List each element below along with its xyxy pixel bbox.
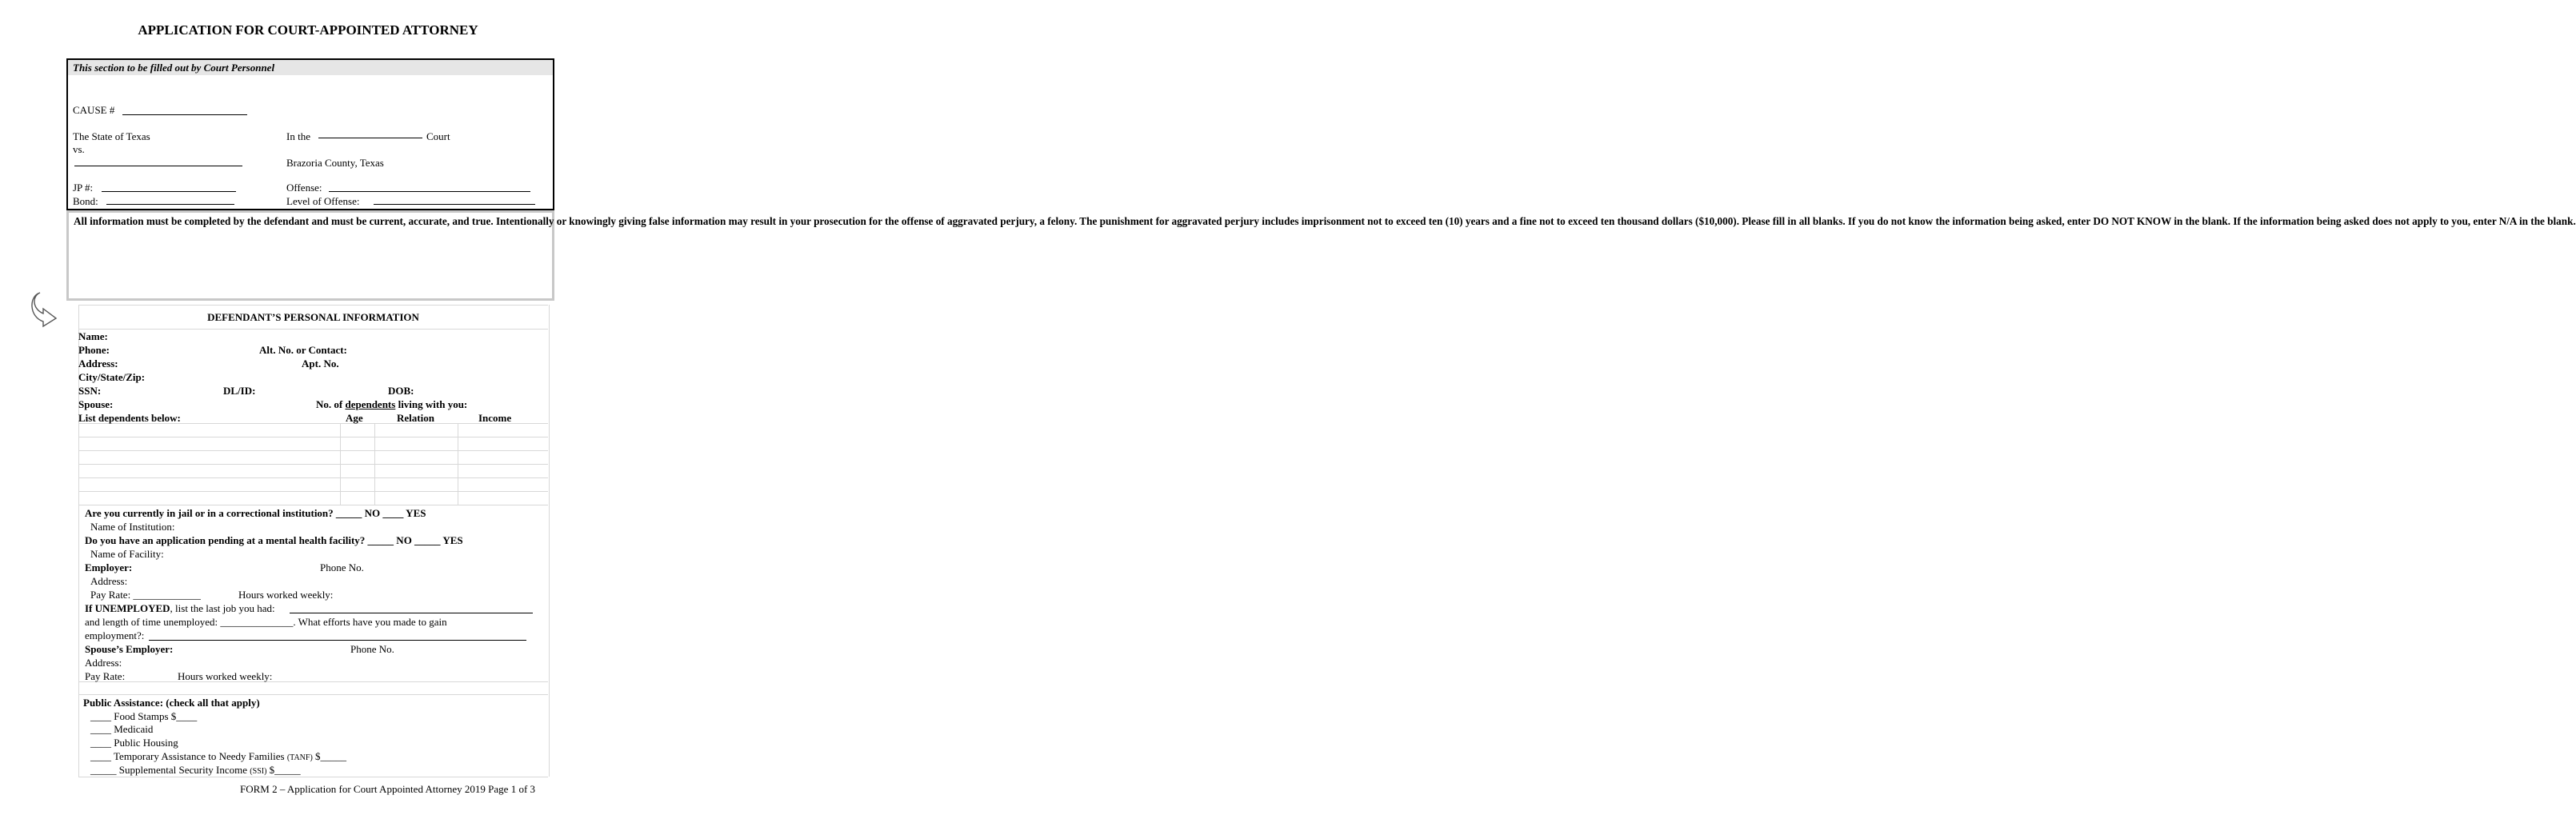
food-stamps-item: ____ Food Stamps $____	[90, 710, 198, 722]
name-label: Name:	[78, 330, 108, 342]
page-footer: FORM 2 – Application for Court Appointed Attorney 2019 Page 1 of 3	[240, 783, 536, 795]
ssn-label: SSN:	[78, 385, 102, 397]
pay-rate-label: Pay Rate: _____________	[90, 589, 201, 601]
court-section-header	[68, 60, 553, 75]
offense-field[interactable]	[329, 191, 530, 192]
spouse-label: Spouse:	[78, 398, 114, 410]
ssi-main: _____ Supplemental Security Income	[90, 764, 250, 776]
employment-efforts-label: employment?:	[85, 629, 145, 641]
dependents-suffix: living with you:	[395, 398, 468, 410]
list-dependents-label: List dependents below:	[78, 412, 181, 424]
employer-address-label: Address:	[90, 575, 128, 587]
level-field[interactable]	[374, 204, 535, 205]
dl-id-label: DL/ID:	[223, 385, 256, 397]
public-housing-item: ____ Public Housing	[90, 737, 178, 749]
state-label: The State of Texas	[73, 130, 150, 142]
jp-field[interactable]	[102, 191, 236, 192]
warning-box	[66, 210, 2576, 301]
curved-arrow-icon	[32, 288, 61, 328]
employer-phone-label: Phone No.	[320, 561, 364, 573]
offense-label: Offense:	[286, 182, 322, 194]
unemployed-length-label: and length of time unemployed: ______________. What efforts have you made to gain	[85, 616, 447, 628]
age-column-header: Age	[346, 412, 363, 424]
spouse-phone-label: Phone No.	[350, 643, 394, 655]
personal-info-heading: DEFENDANT’S PERSONAL INFORMATION	[207, 311, 419, 323]
tanf-main: ____ Temporary Assistance to Needy Families	[90, 750, 287, 762]
dob-label: DOB:	[388, 385, 414, 397]
jail-question: Are you currently in jail or in a correctional institution? _____ NO ____ YES	[85, 507, 426, 519]
in-the-label: In the	[286, 130, 310, 142]
unemployed-rest: , list the last job you had:	[170, 602, 275, 614]
vs-label: vs.	[73, 143, 85, 155]
jp-label: JP #:	[73, 182, 94, 194]
county-label: Brazoria County, Texas	[286, 157, 384, 169]
bond-label: Bond:	[73, 195, 98, 207]
tanf-item	[90, 750, 346, 763]
mental-health-question: Do you have an application pending at a mental health facility? _____ NO _____ YES	[85, 534, 463, 546]
tanf-amount: $_____	[312, 750, 347, 762]
alt-contact-label: Alt. No. or Contact:	[259, 344, 347, 356]
spouse-employer-label: Spouse’s Employer:	[85, 643, 174, 655]
dependents-prefix: No. of	[316, 398, 346, 410]
warning-text: All information must be completed by the defendant and must be current, accurate, and true. Intentionally or knowingly giving false information may result in your prosecution for the offense of aggravated perjury, a felony. The punishment for aggravated perjury includes imprisonment not to exceed ten (10) years and a fine not to exceed ten thousand dollars ($10,000). Please fill in all blanks. If you do not know the information being asked, enter DO NOT KNOW in the blank. If the information being asked does not apply to you, enter N/A in the blank.	[74, 215, 2576, 227]
city-state-zip-label: City/State/Zip:	[78, 371, 146, 383]
income-column-header: Income	[478, 412, 512, 424]
address-label: Address:	[78, 358, 118, 370]
spouse-hours-label: Hours worked weekly:	[178, 670, 273, 682]
tanf-abbrev: (TANF)	[286, 753, 313, 762]
cause-label: CAUSE #	[73, 104, 115, 116]
unemployed-bold: If UNEMPLOYED	[85, 602, 170, 614]
cause-field[interactable]	[122, 114, 247, 115]
ssi-item	[90, 764, 301, 777]
spouse-address-label: Address:	[85, 657, 122, 669]
phone-label: Phone:	[78, 344, 110, 356]
page-title: APPLICATION FOR COURT-APPOINTED ATTORNEY	[138, 22, 478, 38]
institution-label: Name of Institution:	[90, 521, 175, 533]
dependents-word: dependents	[345, 398, 396, 410]
court-section-heading: This section to be filled out by Court Personnel	[73, 62, 275, 74]
court-personnel-section	[66, 58, 554, 210]
apt-label: Apt. No.	[302, 358, 339, 370]
bond-field[interactable]	[106, 204, 234, 205]
hours-weekly-label: Hours worked weekly:	[238, 589, 334, 601]
ssi-amount: $_____	[266, 764, 301, 776]
employment-efforts-field[interactable]	[149, 640, 526, 641]
facility-label: Name of Facility:	[90, 548, 164, 560]
level-label: Level of Offense:	[286, 195, 360, 207]
relation-column-header: Relation	[397, 412, 434, 424]
public-assistance-heading: Public Assistance: (check all that apply)	[83, 697, 260, 709]
court-label: Court	[426, 130, 450, 142]
unemployed-label	[85, 602, 275, 615]
medicaid-item: ____ Medicaid	[90, 723, 154, 735]
spouse-pay-rate-label: Pay Rate:	[85, 670, 126, 682]
ssi-abbrev: (SSI)	[250, 767, 267, 776]
dependents-label	[316, 398, 467, 411]
employer-label: Employer:	[85, 561, 133, 573]
